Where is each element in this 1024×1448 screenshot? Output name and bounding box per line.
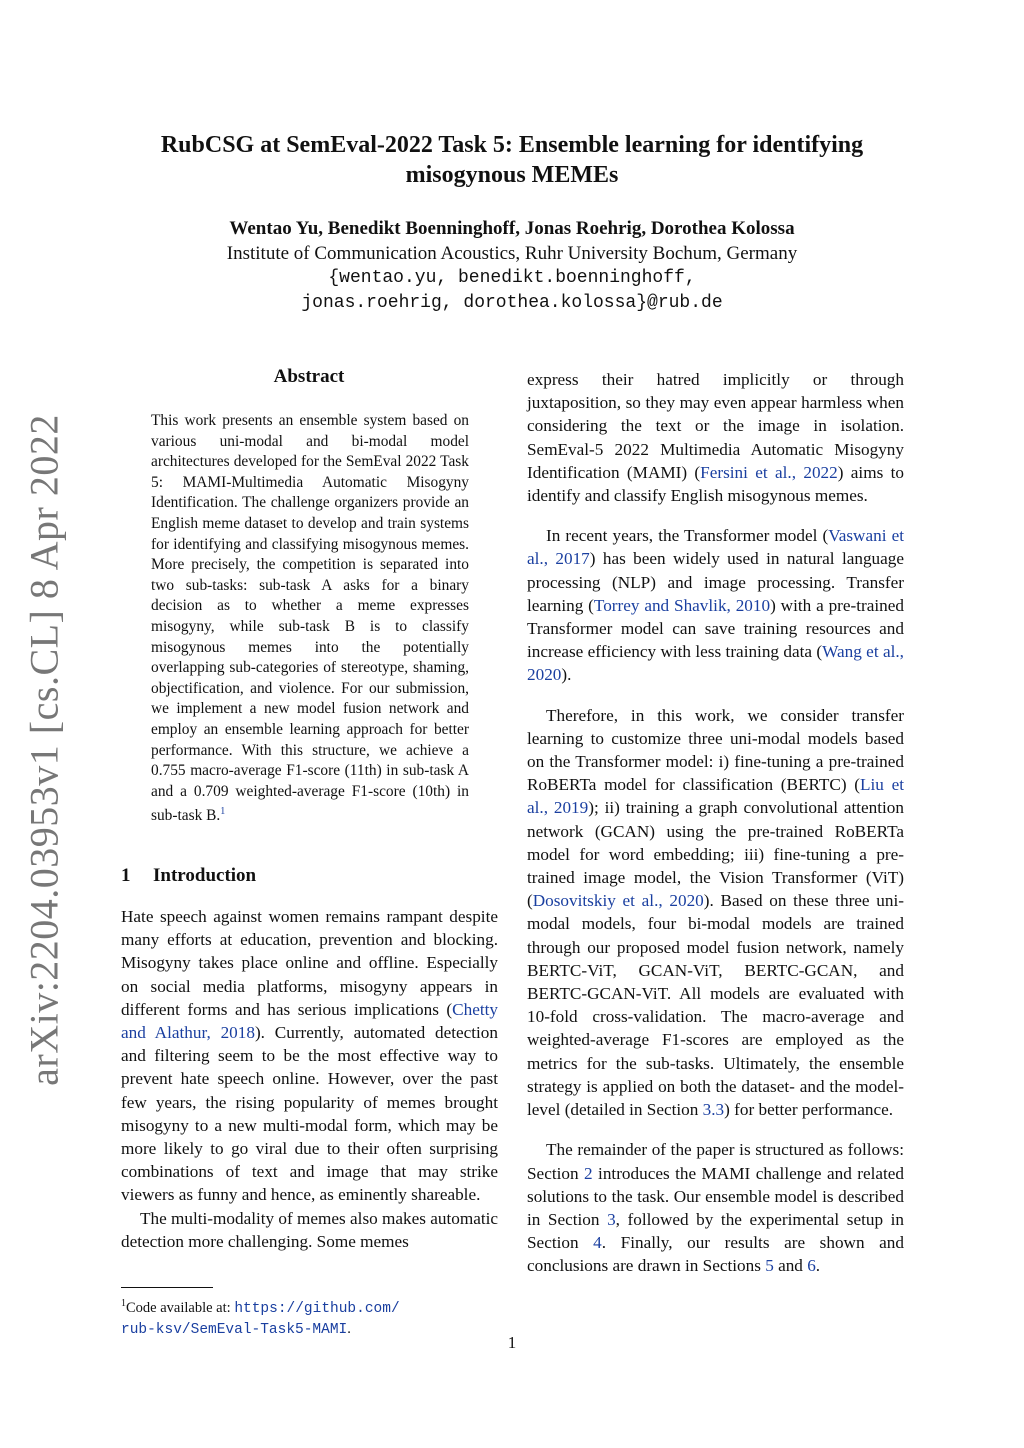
right-paragraph-4: The remainder of the paper is structured as follows: Section 2 introduces the MAMI challenge and related solutions to the task. Our ensemble model is described in Section 3, followed by the experimental setup in Section 4. Finally, our results are shown and conclusions are drawn in Sections 5 and 6. [527, 1140, 904, 1276]
page-number: 1 [507, 1333, 517, 1352]
authors: Wentao Yu, Benedikt Boenninghoff, Jonas Roehrig, Dorothea Kolossa [229, 218, 795, 239]
citation-link[interactable]: Torrey and Shavlik, 2010 [593, 595, 771, 615]
title-line-2: misogynous MEMEs [405, 162, 619, 188]
footnote-divider [121, 1287, 213, 1288]
footnote: $^1$Code available at: https://github.com/ rub-ksv/SemEval-Task5-MAMI. [121, 1298, 400, 1338]
affiliation: Institute of Communication Acoustics, Ruhr University Bochum, Germany [226, 243, 798, 264]
section-heading-introduction [121, 865, 256, 887]
paper-title [120, 130, 904, 190]
citation-link[interactable]: Wang et al., 2020 [527, 642, 904, 685]
abstract-text: This work presents an ensemble system based on various uni-modal and bi-modal model architectures developed for the SemEval 2022 Task 5: MAMI-Multimedia Automatic Misogyny Identification. The challenge organizers provide an English meme dataset to develop and train systems for identifying and classifying misogynous memes. More precisely, the competition is separated into two sub-tasks: sub-task A asks for a binary decision as to whether a meme expresses misogyny, while sub-task B is to classify misogynous memes into the potentially overlapping sub-categories of stereotype, shaming, objectification, and violence. For our submission, we implement a new model fusion network and employ an ensemble learning approach for better performance. With this structure, we achieve a 0.755 macro-average F1-score (11th) in sub-task A and a 0.709 weighted-average F1-score (10th) in sub-task B. [151, 412, 469, 825]
citation-link[interactable]: Chetty and Alathur, 2018 [121, 999, 498, 1043]
right-paragraph-1: express their hatred implicitly or through juxtaposition, so they may even appear harmless when considering the text or the image in isolation. SemEval-5 2022 Multimedia Automatic Misogyny Identification (MAMI) (Fersini et al., 2022) aims to identify and classify English misogynous memes. [527, 370, 904, 506]
abstract-heading: Abstract [273, 366, 345, 387]
footnote-marker-link[interactable]: 1 [220, 806, 226, 818]
abstract-body [151, 411, 469, 827]
section-ref-link[interactable]: 4 [593, 1233, 602, 1253]
section-ref-link[interactable]: 3.3 [702, 1100, 725, 1120]
arxiv-identifier-stamp [20, 414, 68, 1086]
section-ref-link[interactable]: 3 [607, 1209, 616, 1229]
right-column-body [527, 368, 904, 1278]
section-ref-link[interactable]: 2 [584, 1163, 593, 1183]
emails-line-1: {wentao.yu, benedikt.boenninghoff, [328, 268, 696, 288]
arxiv-stamp-text: arXiv:2204.03953v1 [cs.CL] 8 Apr 2022 [21, 414, 67, 1086]
author-emails [120, 266, 904, 316]
citation-link[interactable]: Liu et al., 2019 [527, 775, 904, 818]
citation-link[interactable]: Fersini et al., 2022 [700, 462, 838, 482]
footnote-mark: 1 [121, 1298, 126, 1309]
right-paragraph-3: Therefore, in this work, we consider transfer learning to customize three uni-modal models based on the Transformer model: i) fine-tuning a pre-trained RoBERTa model for classification (BERTC) (Liu et al., 2019); ii) training a graph convolutional attention network (GCAN) using the pre-trained RoBERTa model for word embedding; iii) fine-tuning a pre-trained image model, the Vision Transformer (ViT) (Dosovitskiy et al., 2020). Based on these three uni-modal models, four bi-modal models are trained through our proposed model fusion network, namely BERTC-ViT, GCAN-ViT, BERTC-GCAN, and BERTC-GCAN-ViT. All models are evaluated with 10-fold cross-validation. The macro-average and weighted-average F1-scores are employed as the metrics for the sub-tasks. Ultimately, the ensemble strategy is applied on both the dataset- and the model-level (detailed in Section 3.3) for better performance. [527, 705, 904, 1120]
footnote-text: Code available at: [126, 1299, 235, 1316]
intro-paragraph-2: The multi-modality of memes also makes automatic detection more challenging. Some memes [121, 1208, 498, 1251]
right-paragraph-2: In recent years, the Transformer model (Vaswani et al., 2017) has been widely used in natural language processing (NLP) and image processing. Transfer learning (Torrey and Shavlik, 2010) with a pre-trained Transformer model can save training resources and increase efficiency with less training data (Wang et al., 2020). [527, 526, 904, 685]
section-ref-link[interactable]: 6 [807, 1256, 816, 1276]
section-number: 1 [121, 865, 131, 886]
left-column-body [121, 905, 498, 1253]
github-url-link[interactable]: https://github.com/ rub-ksv/SemEval-Task5-MAMI [121, 1300, 400, 1338]
section-ref-link[interactable]: 5 [765, 1256, 774, 1276]
citation-link[interactable]: Vaswani et al., 2017 [527, 526, 904, 569]
section-title: Introduction [153, 865, 257, 886]
title-line-1: RubCSG at SemEval-2022 Task 5: Ensemble learning for identifying [160, 132, 864, 158]
emails-line-2: jonas.roehrig, dorothea.kolossa}@rub.de [301, 293, 723, 313]
intro-paragraph-1: Hate speech against women remains rampant despite many efforts at education, prevention and blocking. Misogyny takes place online and offline. Especially on social media platforms, misogyny appears in different forms and has serious implications (Chetty and Alathur, 2018). Currently, automated detection and filtering seem to be the most effective way to prevent hate speech online. However, over the past few years, the rising popularity of memes brought misogyny to a new multi-modal form, which may be more likely to go viral due to their often surprising combinations of text and image that may strike viewers as funny and hence, as eminently shareable. [121, 907, 498, 1205]
citation-link[interactable]: Dosovitskiy et al., 2020 [532, 891, 704, 911]
